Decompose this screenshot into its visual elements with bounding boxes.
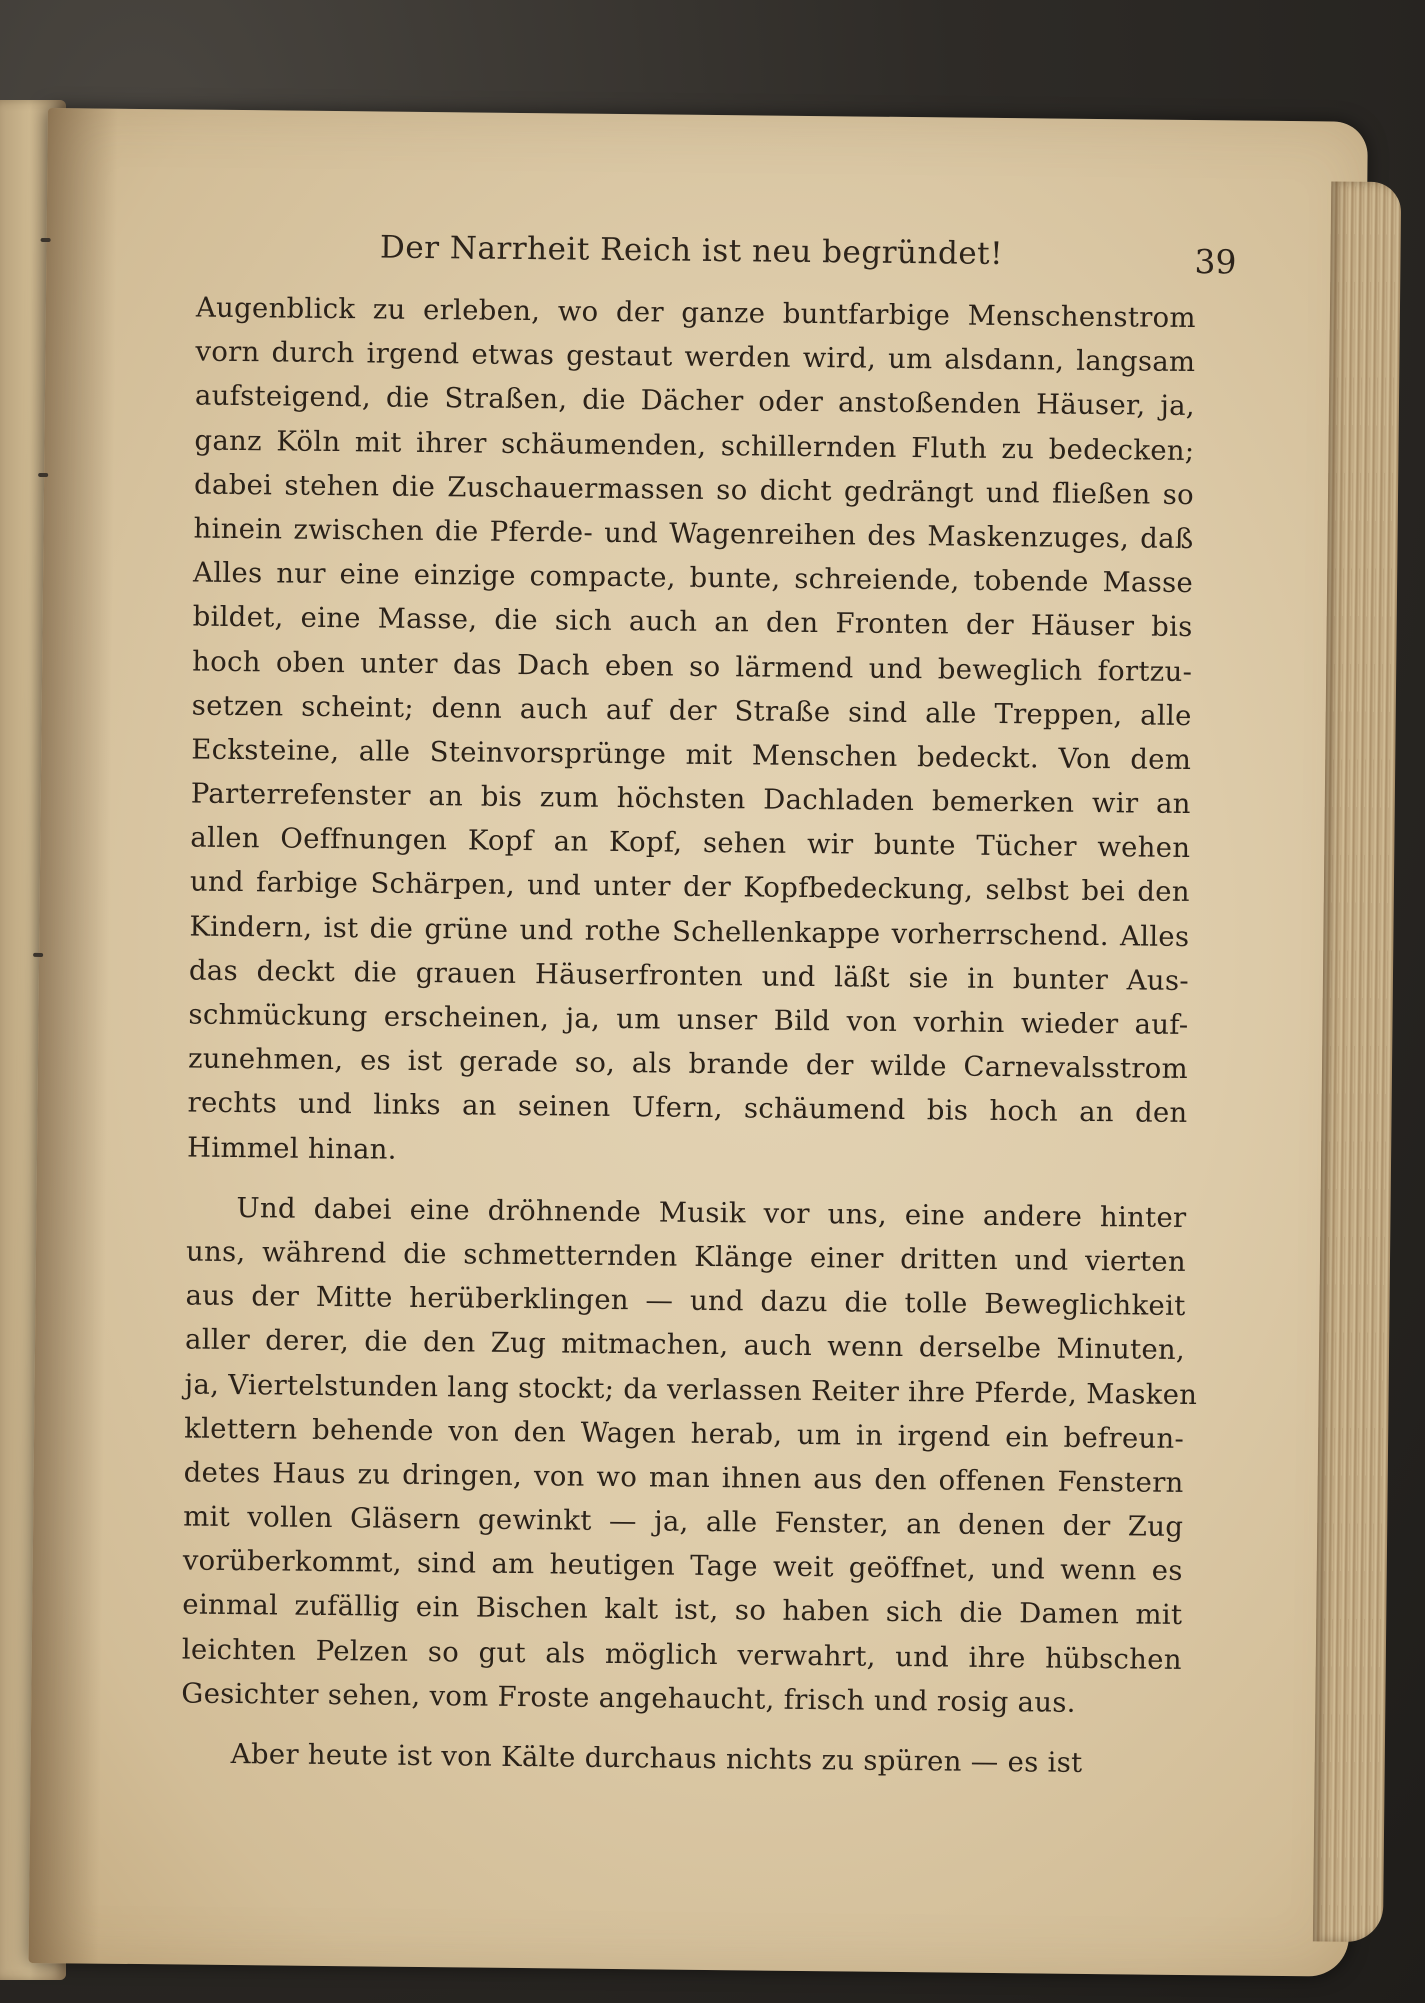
paragraph bbox=[181, 1731, 1181, 1786]
text-line: hinein zwischen die Pferde- und Wagenreihen des Maskenzuges, daß bbox=[193, 512, 1194, 555]
binding-mark bbox=[41, 238, 51, 242]
text-line: Augenblick zu erleben, wo der ganze buntfarbige Menschenstrom bbox=[195, 291, 1197, 335]
paragraph bbox=[181, 1185, 1198, 1726]
text-line: Aber heute ist von Kälte durchaus nichts zu spüren — es ist bbox=[230, 1738, 1083, 1779]
text-line: einmal zufällig ein Bischen kalt ist, so haben sich die Damen mit bbox=[182, 1588, 1183, 1632]
text-line: Kindern, ist die grüne und rothe Schellenkappe vorherrschend. Alles bbox=[189, 910, 1190, 953]
text-line: und farbige Schärpen, und unter der Kopfbedeckung, selbst bei den bbox=[189, 865, 1191, 909]
text-line: mit vollen Gläsern gewinkt — ja, alle Fenster, an denen der Zug bbox=[183, 1500, 1184, 1544]
text-line: Gesichter sehen, vom Froste angehaucht, frisch und rosig aus. bbox=[181, 1677, 1076, 1719]
text-line: bildet, eine Masse, die sich auch an den Fronten der Häuser bis bbox=[192, 600, 1193, 644]
text-line: Himmel hinan. bbox=[186, 1131, 398, 1166]
text-line: ja, Viertelstunden lang stockt; da verlassen Reiter ihre Pferde, Masken bbox=[184, 1368, 1198, 1411]
binding-mark bbox=[38, 473, 48, 477]
running-head: Der Narrheit Reich ist neu begründet! bbox=[379, 229, 1004, 273]
text-line: rechts und links an seinen Ufern, schäumend bis hoch an den bbox=[187, 1086, 1188, 1130]
text-line: Ecksteine, alle Steinvorsprünge mit Menschen bedeckt. Von dem bbox=[191, 733, 1192, 776]
text-line: ganz Köln mit ihrer schäumenden, schillernden Fluth zu bedecken; bbox=[194, 424, 1195, 467]
text-line: aus der Mitte herüberklingen — und dazu die tolle Beweglichkeit bbox=[185, 1279, 1186, 1323]
text-line: uns, während die schmetternden Klänge einer dritten und vierten bbox=[185, 1235, 1187, 1278]
binding-mark bbox=[33, 953, 43, 957]
text-line: aufsteigend, die Straßen, die Dächer oder anstoßenden Häuser, ja, bbox=[194, 379, 1196, 423]
body-text bbox=[181, 286, 1197, 1787]
text-line: dabei stehen die Zuschauermassen so dicht gedrängt und fließen so bbox=[193, 468, 1195, 511]
text-line: schmückung erscheinen, ja, um unser Bild von vorhin wieder auf- bbox=[188, 998, 1189, 1041]
text-line: das deckt die grauen Häuserfronten und läßt sie in bunter Aus- bbox=[188, 954, 1190, 997]
text-line: vorn durch irgend etwas gestaut werden wird, um alsdann, langsam bbox=[195, 335, 1196, 379]
text-line: allen Oeffnungen Kopf an Kopf, sehen wir bunte Tücher wehen bbox=[190, 821, 1191, 865]
text-line: klettern behende von den Wagen herab, um in irgend ein befreun- bbox=[184, 1412, 1185, 1455]
text-line: vorüberkommt, sind am heutigen Tage weit geöffnet, und wenn es bbox=[182, 1544, 1183, 1588]
book-page bbox=[29, 108, 1368, 1977]
text-line: Parterrefenster an bis zum höchsten Dachladen bemerken wir an bbox=[190, 777, 1191, 821]
text-line: detes Haus zu dringen, von wo man ihnen aus den offenen Fenstern bbox=[183, 1456, 1184, 1499]
text-line: aller derer, die den Zug mitmachen, auch wenn derselbe Minuten, bbox=[184, 1323, 1186, 1367]
paragraph bbox=[187, 286, 1196, 1180]
text-line: setzen scheint; denn auch auf der Straße sind alle Treppen, alle bbox=[191, 689, 1192, 732]
text-line: Und dabei eine dröhnende Musik vor uns, eine andere hinter bbox=[236, 1191, 1187, 1234]
text-line: zunehmen, es ist gerade so, als brande der wilde Carnevalsstrom bbox=[187, 1042, 1189, 1086]
page-number: 39 bbox=[1194, 242, 1237, 282]
text-line: leichten Pelzen so gut als möglich verwahrt, und ihre hübschen bbox=[181, 1633, 1182, 1676]
text-line: hoch oben unter das Dach eben so lärmend und beweglich fortzu- bbox=[192, 645, 1193, 688]
text-line: Alles nur eine einzige compacte, bunte, schreiende, tobende Masse bbox=[192, 556, 1194, 600]
